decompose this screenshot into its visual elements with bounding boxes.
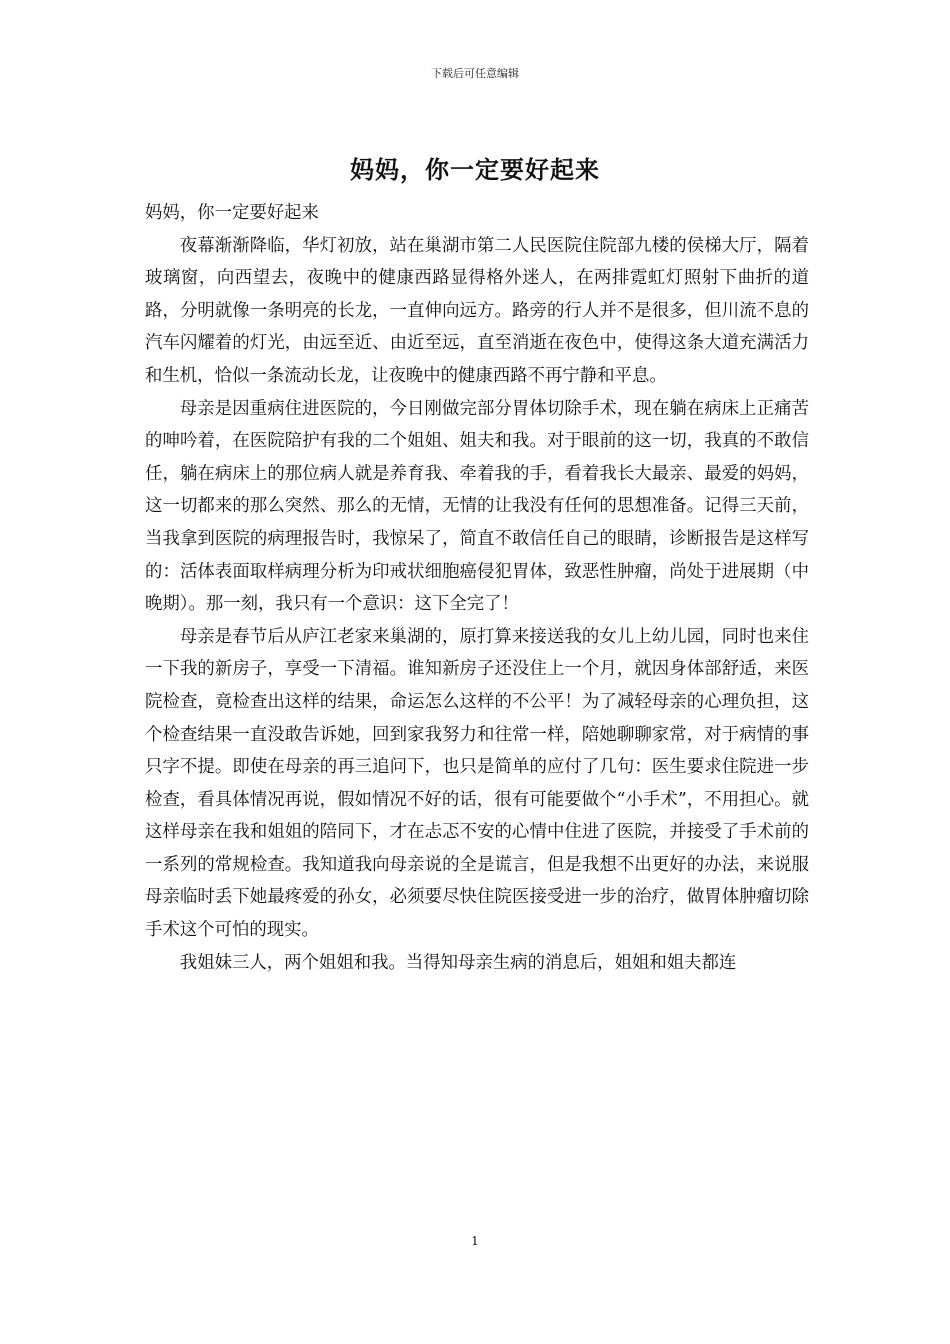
page-number: 1 — [471, 1234, 479, 1248]
document-subtitle: 妈妈，你一定要好起来 — [145, 203, 319, 223]
page-header: 下载后可任意编辑 — [431, 67, 519, 80]
paragraph-4: 我姐妹三人，两个姐姐和我。当得知母亲生病的消息后，姐姐和姐夫都连 — [179, 952, 737, 973]
paragraph-3: 母亲是春节后从庐江老家来巢湖的，原打算来接送我的女儿上幼儿园，同时也来住一下我的新房子，享受一下清福。谁知新房子还没住上一个月，就因身体部舒适，来医院检查，竟检查出这样的结果，命运怎么这样的不公平！为了减轻母亲的心理负担，这个检查结果一直没敢告诉她，回到家我努力和往常一样，陪她聊聊家常，对于病情的事只字不提。即使在母亲的再三追问下，也只是简单的应付了几句：医生要求住院进一步检查，看具体情况再说，假如情况不好的话，很有可能要做个“小手术”，不用担心。就这样母亲在我和姐姐的陪同下，才在忐忑不安的心情中住进了医院，并接受了手术前的一系列的常规检查。我知道我向母亲说的全是谎言，但是我想不出更好的办法，来说服母亲临时丢下她最疼爱的孙女，必须要尽快住院医接受进一步的治疗，做胃体肿瘤切除手术这个可怕的现实。 — [145, 626, 809, 941]
paragraph-1: 夜幕渐渐降临，华灯初放，站在巢湖市第二人民医院住院部九楼的侯梯大厅，隔着玻璃窗，向西望去，夜晚中的健康西路显得格外迷人，在两排霓虹灯照射下曲折的道路，分明就像一条明亮的长龙，一直伸向远方。路旁的行人并不是很多，但川流不息的汽车闪耀着的灯光，由远至近、由近至远，直至消逝在夜色中，使得这条大道充满活力和生机，恰似一条流动长龙，让夜晚中的健康西路不再宁静和平息。 — [145, 235, 809, 386]
document-title: 妈妈，你一定要好起来 — [350, 155, 600, 184]
paragraph-2: 母亲是因重病住进医院的，今日刚做完部分胃体切除手术，现在躺在病床上正痛苦的呻吟着，在医院陪护有我的二个姐姐、姐夫和我。对于眼前的这一切，我真的不敢信任，躺在病床上的那位病人就是养育我、牵着我的手，看着我长大最亲、最爱的妈妈，这一切都来的那么突然、那么的无情，无情的让我没有任何的思想准备。记得三天前，当我拿到医院的病理报告时，我惊呆了，简直不敢信任自己的眼睛，诊断报告是这样写的：活体表面取样病理分析为印戒状细胞癌侵犯胃体，致恶性肿瘤，尚处于进展期（中晚期）。那一刻，我只有一个意识：这下全完了！ — [145, 398, 809, 615]
document-body — [145, 197, 809, 979]
